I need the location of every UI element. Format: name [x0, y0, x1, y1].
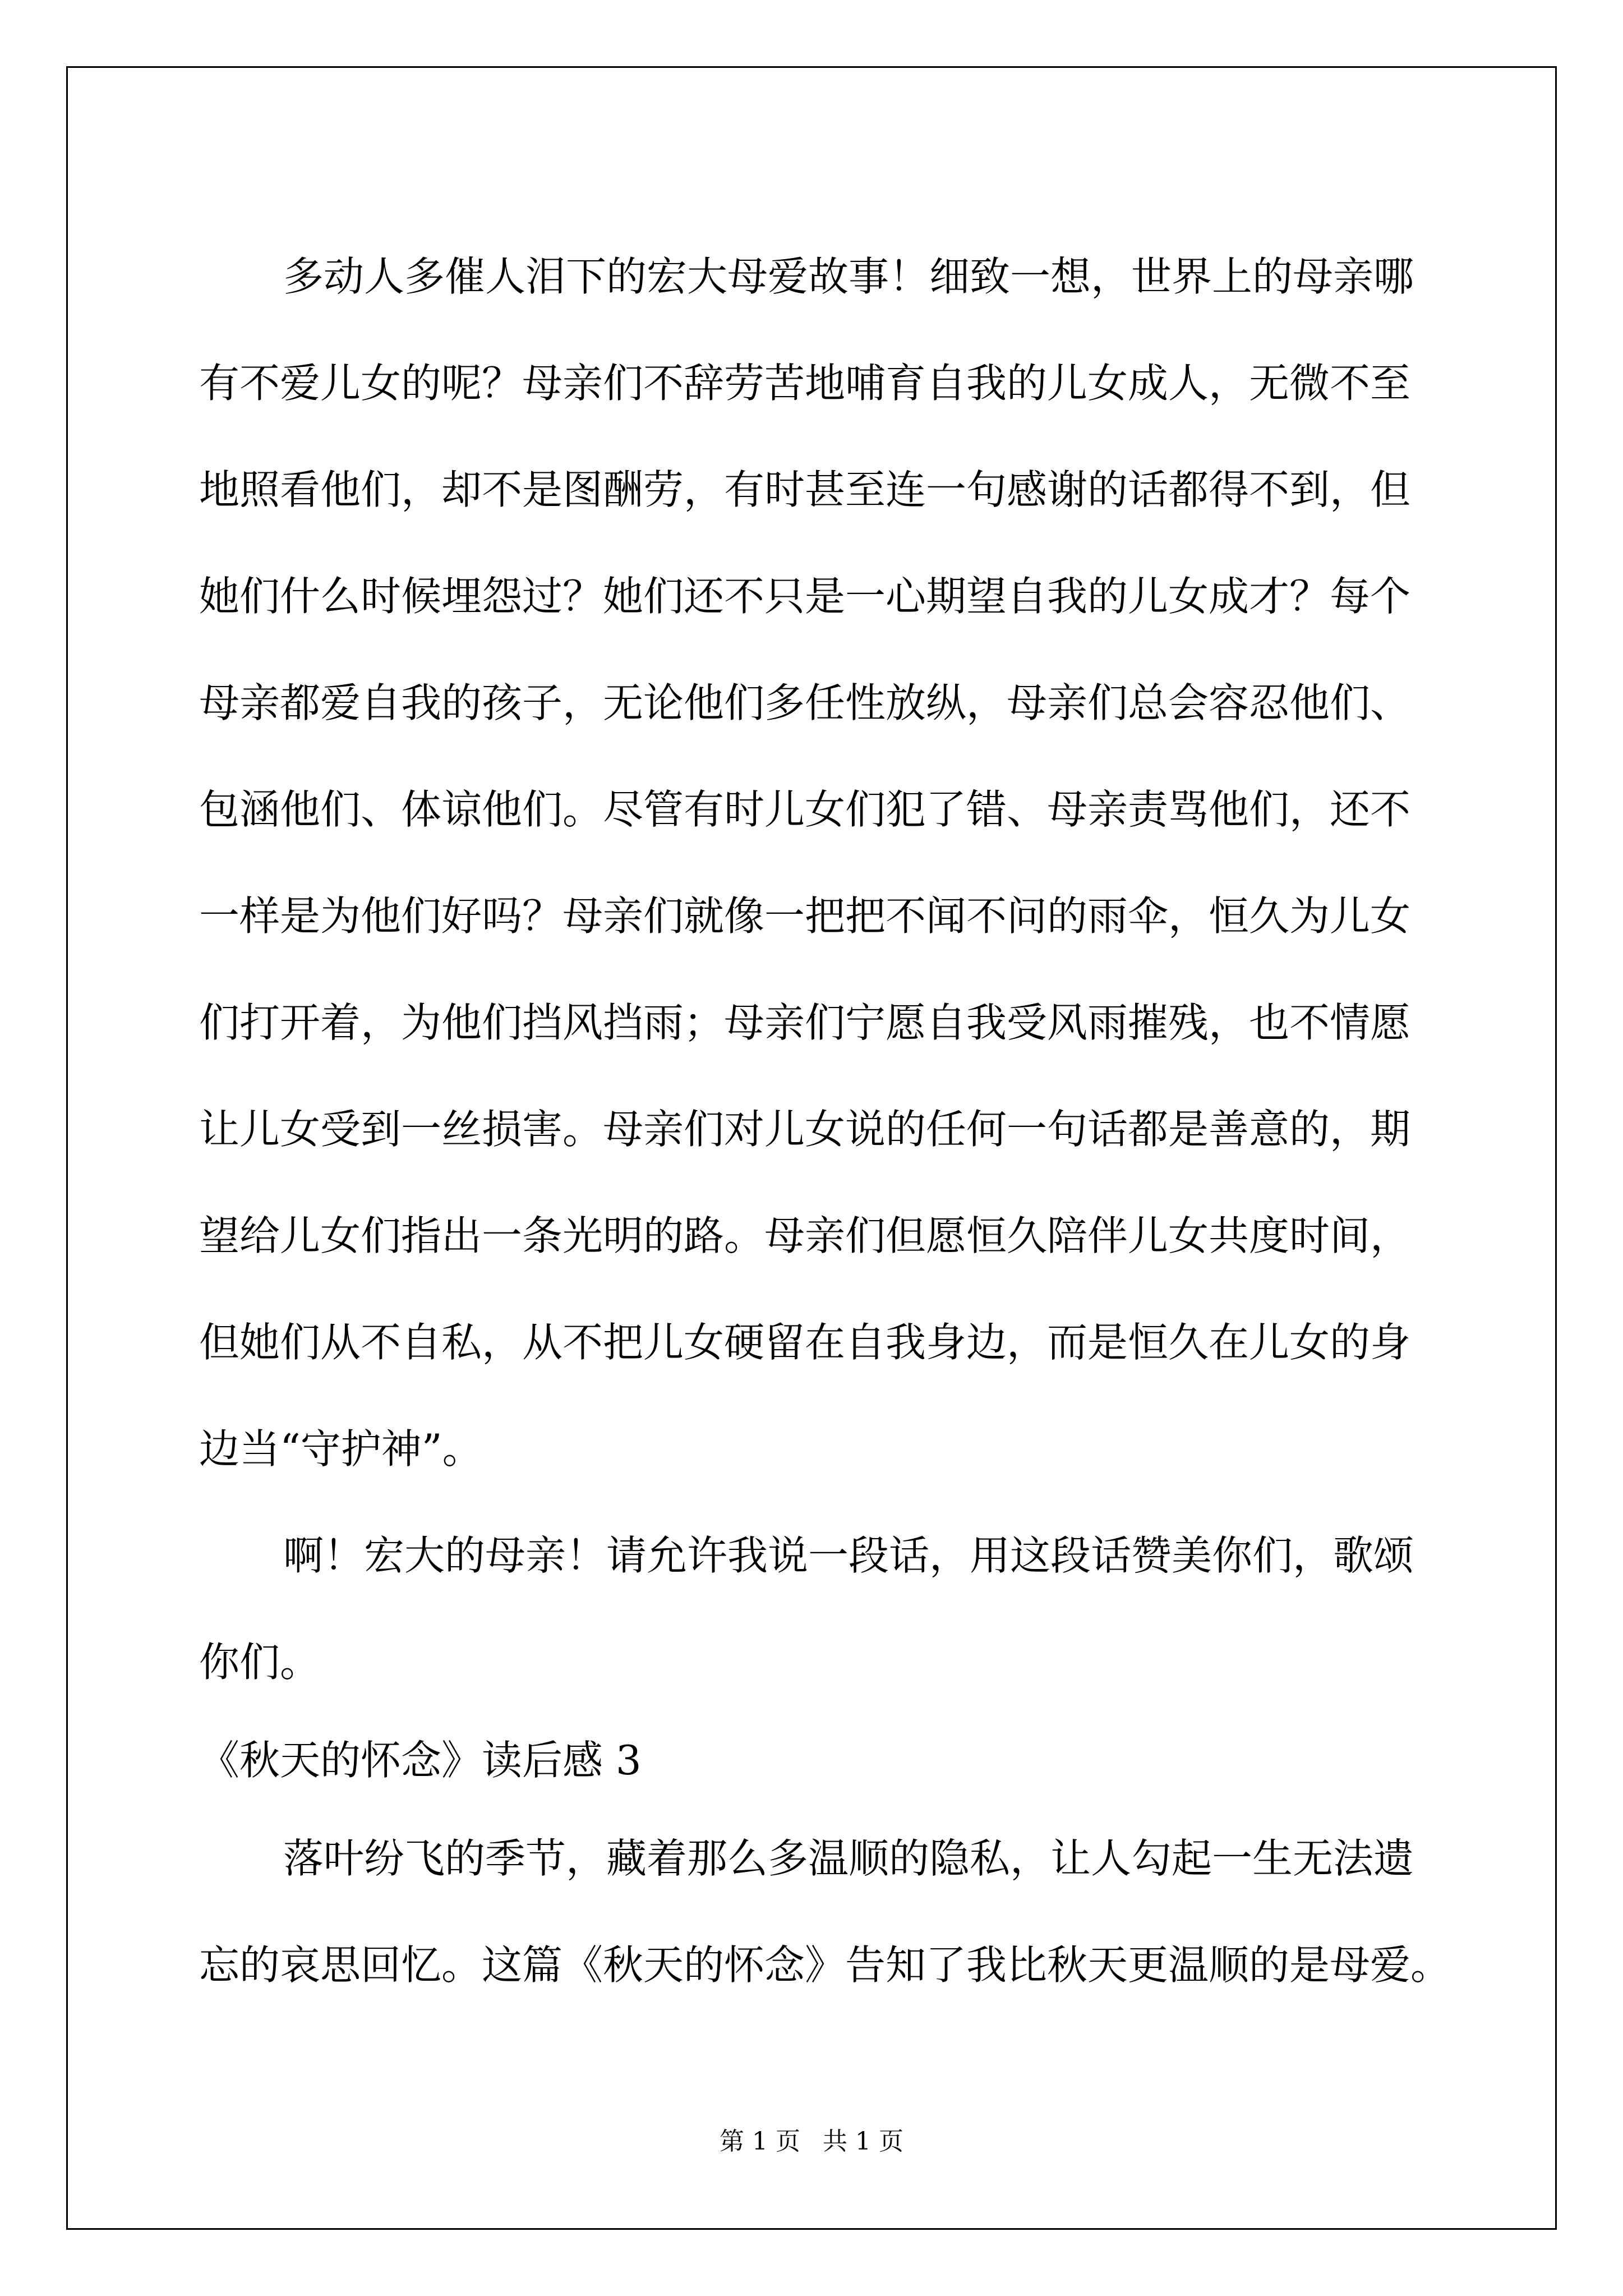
text-line: 们打开着，为他们挡风挡雨；母亲们宁愿自我受风雨摧残，也不情愿 [199, 999, 1411, 1046]
paragraph [199, 1502, 1433, 1715]
text-line: 边当“守护神”。 [199, 1425, 483, 1473]
text-line: 落叶纷飞的季节，藏着那么多温顺的隐私，让人勾起一生无法遗 [283, 1835, 1414, 1882]
text-line: 忘的哀思回忆。这篇《秋天的怀念》告知了我比秋天更温顺的是母爱。 [199, 1941, 1451, 1989]
text-line: 望给儿女们指出一条光明的路。母亲们但愿恒久陪伴儿女共度时间， [199, 1212, 1411, 1259]
text-line: 包涵他们、体谅他们。尽管有时儿女们犯了错、母亲责骂他们，还不 [199, 786, 1411, 833]
page-total: 共 1 页 [823, 2127, 903, 2156]
text-line: 地照看他们，却不是图酬劳，有时甚至连一句感谢的话都得不到，但 [199, 466, 1411, 513]
paragraph [199, 1805, 1451, 2018]
text-line: 你们。 [199, 1639, 321, 1686]
text-line: 母亲都爱自我的孩子，无论他们多任性放纵，母亲们总会容忍他们、 [199, 679, 1411, 726]
text-line: 啊！宏大的母亲！请允许我说一段话，用这段话赞美你们，歌颂 [283, 1532, 1414, 1579]
section-heading: 《秋天的怀念》读后感 3 [199, 1737, 642, 1784]
text-line: 让儿女受到一丝损害。母亲们对儿女说的任何一句话都是善意的，期 [199, 1106, 1411, 1153]
page-footer [0, 2125, 1623, 2159]
paragraph [199, 223, 1433, 1502]
text-line: 她们什么时候埋怨过？她们还不只是一心期望自我的儿女成才？每个 [199, 573, 1411, 620]
text-line: 多动人多催人泪下的宏大母爱故事！细致一想，世界上的母亲哪 [283, 253, 1414, 300]
text-line: 有不爱儿女的呢？母亲们不辞劳苦地哺育自我的儿女成人，无微不至 [199, 360, 1411, 407]
page-number: 第 1 页 [720, 2127, 800, 2156]
text-line: 但她们从不自私，从不把儿女硬留在自我身边，而是恒久在儿女的身 [199, 1319, 1411, 1366]
text-line: 一样是为他们好吗？母亲们就像一把把不闻不问的雨伞，恒久为儿女 [199, 892, 1411, 940]
document-body [199, 223, 1451, 2018]
